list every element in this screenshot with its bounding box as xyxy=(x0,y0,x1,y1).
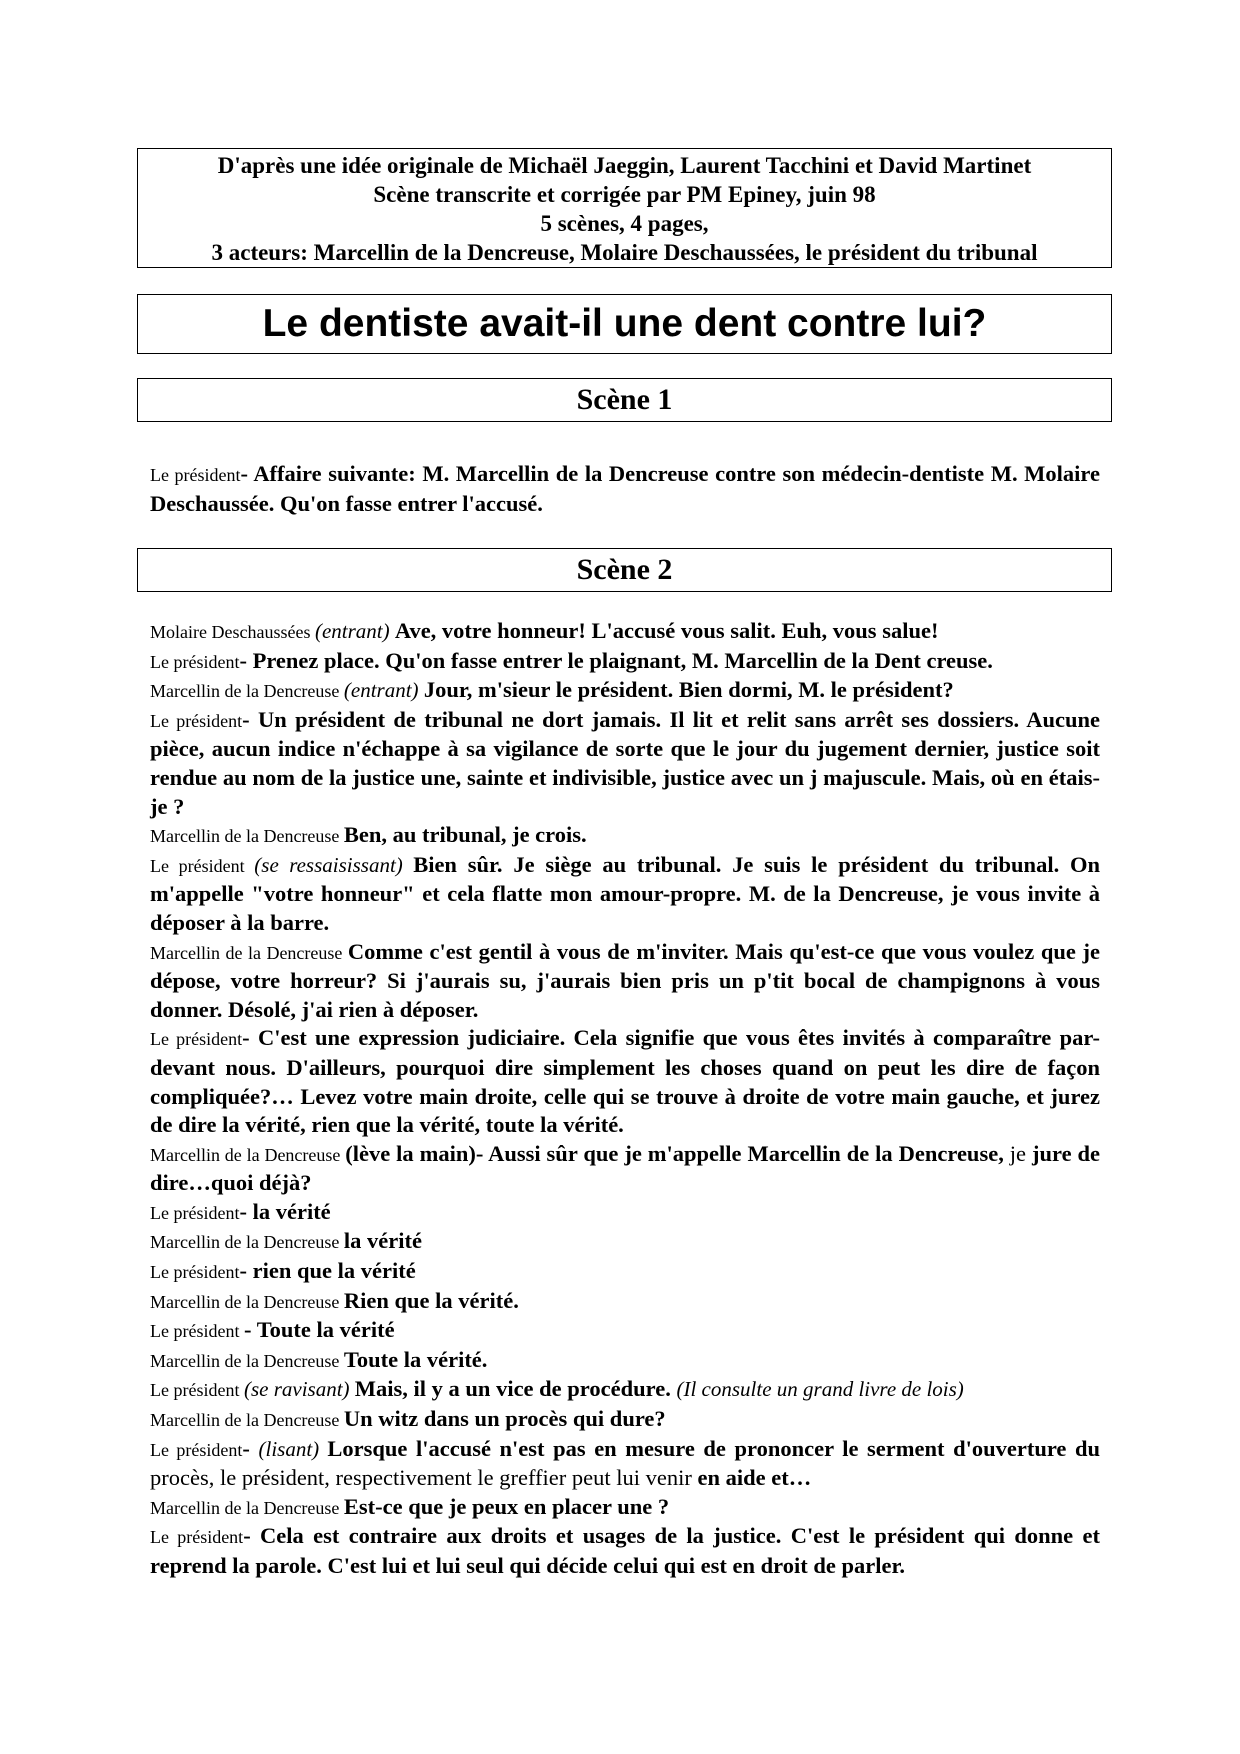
dialogue-line xyxy=(150,617,1100,647)
line-text: Toute la vérité xyxy=(256,1317,395,1343)
credits-line-authors: D'après une idée originale de Michaël Jaeggin, Laurent Tacchini et David Martinet xyxy=(217,153,1032,178)
line-text: Cela est contraire aux droits et usages de la justice. C'est le président qui donne et reprend la parole. C'est lui et lui seul qui décide celui qui est en droit de parler. xyxy=(150,1523,1100,1578)
line-text: Un witz dans un procès qui dure? xyxy=(343,1406,666,1432)
line-text: Prenez place. Qu'on fasse entrer le plaignant, M. Marcellin de la Dent creuse. xyxy=(252,647,993,673)
dialogue-line xyxy=(150,1346,1100,1376)
line-text: Bien sûr. Je siège au tribunal. Je suis le président du tribunal. On m'appelle "votre honneur" et cela flatte mon amour-propre. M. de la Dencreuse, je vous invite à déposer à la barre. xyxy=(150,851,1101,935)
dialogue-line xyxy=(150,647,1100,677)
dialogue-line xyxy=(150,1140,1100,1198)
speaker-name: Marcellin de la Dencreuse xyxy=(150,1291,344,1312)
scene-2-heading: Scène 2 xyxy=(137,548,1112,592)
speaker-name: Le président xyxy=(150,1029,243,1050)
line-text-continued: en aide et… xyxy=(697,1465,812,1491)
line-text: (lève la main)- Aussi sûr que je m'appelle Marcellin de la Dencreuse, xyxy=(345,1140,1004,1166)
dialogue-line xyxy=(150,1435,1100,1493)
line-text: Jour, m'sieur le président. Bien dormi, M. le président? xyxy=(423,677,954,703)
speaker-name: Le président xyxy=(150,710,243,731)
speaker-name: Marcellin de la Dencreuse xyxy=(150,1144,346,1165)
dialogue-line xyxy=(150,938,1100,1025)
speaker-dash: - xyxy=(242,706,258,732)
speaker-dash: - xyxy=(240,461,254,486)
line-text: Ave, votre honneur! L'accusé vous salit. Euh, vous salue! xyxy=(394,618,939,643)
line-text: C'est une expression judiciaire. Cela signifie que vous êtes invités à comparaître par-devant nous. D'ailleurs, pourquoi dire simplement les choses quand on peut les dire de façon compliquée?… Levez votre main droite, celle qui se trouve à droite de votre main gauche, et jurez de dire la vérité, rien que la vérité, toute la vérité. xyxy=(150,1025,1100,1138)
speaker-name: Marcellin de la Dencreuse xyxy=(150,942,348,963)
dialogue-line xyxy=(150,1375,1100,1405)
line-text: Lorsque l'accusé n'est pas en mesure de prononcer le serment d'ouverture du xyxy=(327,1435,1101,1461)
stage-direction-trailing: (Il consulte un grand livre de lois) xyxy=(676,1377,964,1402)
speaker-dash: - xyxy=(239,1258,253,1284)
speaker-name: Marcellin de la Dencreuse xyxy=(150,826,344,847)
dialogue-line xyxy=(150,1522,1100,1580)
speaker-name: Le président xyxy=(150,1202,240,1223)
line-text-plain: procès, le président, respectivement le greffier peut lui venir xyxy=(150,1465,698,1491)
credits-line-transcription: Scène transcrite et corrigée par PM Epiney, juin 98 xyxy=(373,182,876,207)
line-text: Affaire suivante: M. Marcellin de la Dencreuse contre son médecin-dentiste M. Molaire Deschaussée. Qu'on fasse entrer l'accusé. xyxy=(150,461,1100,516)
speaker-name: Le président xyxy=(150,1527,244,1548)
speaker-name: Le président xyxy=(150,651,240,672)
line-text: Mais, il y a un vice de procédure. xyxy=(354,1376,677,1402)
speaker-name: Marcellin de la Dencreuse xyxy=(150,1410,344,1431)
speaker-name: Le président xyxy=(150,465,241,485)
line-text-continued: jure de dire…quoi déjà? xyxy=(150,1140,1101,1196)
line-text: la vérité xyxy=(252,1198,331,1224)
dialogue-line xyxy=(150,706,1100,821)
dialogue-line xyxy=(150,460,1100,518)
speaker-dash: - xyxy=(239,1198,253,1224)
line-text-plain: je xyxy=(1003,1140,1032,1166)
line-text: Toute la vérité. xyxy=(343,1346,488,1372)
dialogue-line xyxy=(150,1493,1100,1523)
stage-direction: (entrant) xyxy=(314,619,395,643)
scene-1-heading: Scène 1 xyxy=(137,378,1112,422)
stage-direction: (entrant) xyxy=(343,678,424,703)
speaker-dash: - xyxy=(243,1523,261,1549)
speaker-name: Marcellin de la Dencreuse xyxy=(150,1232,344,1253)
stage-direction: (lisant) xyxy=(258,1436,328,1461)
line-text: rien que la vérité xyxy=(252,1258,416,1284)
dialogue-line xyxy=(150,1198,1100,1228)
dialogue-line xyxy=(150,1024,1100,1139)
scene-2-dialogue xyxy=(150,617,1100,1581)
scene-1-dialogue xyxy=(150,460,1100,518)
stage-direction: (se ressaisissant) xyxy=(254,852,414,877)
dialogue-line xyxy=(150,1316,1100,1346)
speaker-name: Le président xyxy=(150,1321,244,1342)
stage-direction: (se ravisant) xyxy=(243,1377,355,1402)
play-title: Le dentiste avait-il une dent contre lui? xyxy=(137,294,1112,354)
speaker-name: Le président xyxy=(150,1380,244,1401)
speaker-name: Marcellin de la Dencreuse xyxy=(150,1350,344,1371)
speaker-name: Marcellin de la Dencreuse xyxy=(150,681,344,702)
dialogue-line xyxy=(150,1287,1100,1317)
credits-line-scenes: 5 scènes, 4 pages, xyxy=(540,211,709,236)
credits-line-actors: 3 acteurs: Marcellin de la Dencreuse, Molaire Deschaussées, le président du tribunal xyxy=(211,240,1038,265)
speaker-name: Le président xyxy=(150,1439,243,1460)
speaker-name: Le président xyxy=(150,1262,240,1283)
speaker-dash: - xyxy=(243,1317,257,1343)
line-text: Est-ce que je peux en placer une ? xyxy=(343,1493,670,1519)
line-text: Comme c'est gentil à vous de m'inviter. Mais qu'est-ce que vous voulez que je dépose, votre horreur? Si j'aurais su, j'aurais bien pris un p'tit bocal de champignons à vous donner. Désolé, j'ai rien à déposer. xyxy=(150,938,1100,1022)
dialogue-line xyxy=(150,676,1100,706)
dialogue-line xyxy=(150,821,1100,851)
line-text: Rien que la vérité. xyxy=(343,1287,519,1313)
speaker-name: Marcellin de la Dencreuse xyxy=(150,1497,344,1518)
line-text: Ben, au tribunal, je crois. xyxy=(343,822,587,848)
credits-box xyxy=(137,148,1112,268)
line-text: Un président de tribunal ne dort jamais. Il lit et relit sans arrêt ses dossiers. Aucune pièce, aucun indice n'échappe à sa vigilance de sorte que le jour du jugement dernier, justice soit rendue au nom de la justice une, sainte et indivisible, justice avec un j majuscule. Mais, où en étais-je ? xyxy=(150,706,1100,819)
dialogue-line xyxy=(150,1405,1100,1435)
dialogue-line xyxy=(150,851,1100,938)
line-text: la vérité xyxy=(343,1228,422,1254)
speaker-dash: - xyxy=(242,1025,258,1051)
dialogue-line xyxy=(150,1227,1100,1257)
speaker-dash: - xyxy=(242,1435,259,1461)
speaker-name: Molaire Deschaussées xyxy=(150,622,315,642)
speaker-name: Le président xyxy=(150,855,255,876)
dialogue-line xyxy=(150,1257,1100,1287)
speaker-dash: - xyxy=(239,647,253,673)
